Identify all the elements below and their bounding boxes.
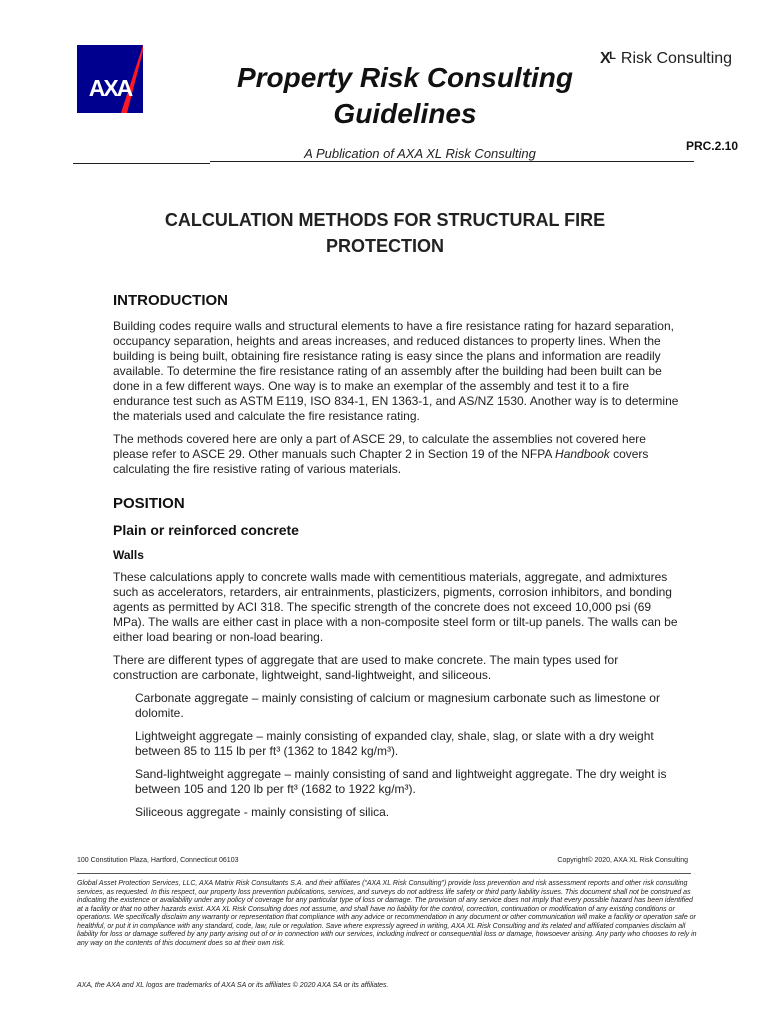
title-line-2: Guidelines [333,98,477,129]
document-body [113,292,679,828]
introduction-paragraph-1: Building codes require walls and structural elements to have a fire resistance rating for hazard separation, occupancy separation, heights and areas increases, and reduced distances to property lines. When the building is being built, obtaining fire resistance rating is easy since the plans and information are readily available. To determine the fire resistance rating of an assembly after the building had been built can be done in a few different ways. One way is to make an exemplar of the assembly and test it to a fire endurance test such as ASTM E119, ISO 834-1, EN 1363-1, and AS/NZ 1530. Another way is to determine the materials used and calculate the fire resistance rating. [113,319,679,423]
document-title-line-2: PROTECTION [325,236,444,256]
aggregate-item-carbonate: Carbonate aggregate – mainly consisting of calcium or magnesium carbonate such as limestone or dolomite. [135,691,660,720]
xl-brand-name: Risk Consulting [620,50,733,67]
introduction-p2-part-b: covers calculating the fire resistive rating of various materials. [113,447,649,476]
position-heading: POSITION [113,495,185,512]
walls-paragraph-2: There are different types of aggregate that are used to make concrete. The main types used for construction are carbonate, lightweight, sand-lightweight, and siliceous. [113,653,619,682]
concrete-subheading: Plain or reinforced concrete [113,522,299,538]
introduction-p2-part-a: The methods covered here are only a part of ASCE 29, to calculate the assemblies not covered here please refer to ASCE 29. Other manuals such Chapter 2 in Section 19 of the NFPA [113,432,646,461]
axa-logo [77,45,143,113]
page-title [150,60,660,132]
footer-rule [77,873,691,874]
header-rule-left [73,163,210,164]
footer-address: 100 Constitution Plaza, Hartford, Connecticut 06103 [77,857,239,864]
header-rule-right [210,161,694,162]
walls-heading: Walls [113,548,144,562]
footer-disclaimer: Global Asset Protection Services, LLC, AXA Matrix Risk Consultants S.A. and their affiliates (“AXA XL Risk Consulting”) provide loss prevention and risk assessment reports and other risk consulting services, as requested. In this respect, our property loss prevention publications, services, and surveys do not address life safety or third party liability issues. This document shall not be construed as indicating the existence or availability under any policy of coverage for any particular type of loss or damage. The provision of any service does not imply that every possible hazard has been identified at a facility or that no other hazards exist. AXA XL Risk Consulting does not assume, and shall have no liability for the control, correction, continuation or modification of any existing conditions or operations. We specifically disclaim any warranty or representation that compliance with any advice or recommendation in any document or other communication will make a facility or operation safe or healthful, or put it in compliance with any standard, code, law, rule or regulation. Save where expressly agreed in writing, AXA XL Risk Consulting and its related and affiliated companies disclaim all liability for loss or damage suffered by any party arising out of or in connection with our services, including indirect or consequential loss or damage, howsoever arising. Any party who chooses to rely in any way on the contents of this document does so at their own risk. [77,880,697,947]
document-number: PRC.2.10 [685,139,738,153]
footer-trademark: AXA, the AXA and XL logos are trademarks of AXA SA or its affiliates © 2020 AXA SA or its affiliates. [77,982,389,989]
walls-paragraph-1: These calculations apply to concrete walls made with cementitious materials, aggregate, and admixtures such as accelerators, retarders, air entrainments, plasticizers, pigments, corrosion inhibitors, and bonding agents as permitted by ACI 318. The specific strength of the concrete does not exceed 10,000 psi (69 MPa). The walls are either cast in place with a non-composite steel form or tilt-up panels. The walls can be either load bearing or non-load bearing. [113,570,678,644]
document-title [80,207,690,259]
handbook-reference: Handbook [555,447,610,461]
document-title-line-1: CALCULATION METHODS FOR STRUCTURAL FIRE [164,210,606,230]
aggregate-item-siliceous: Siliceous aggregate - mainly consisting of silica. [135,805,390,819]
axa-logo-text: AXA [88,75,132,101]
aggregate-item-sand-lightweight: Sand-lightweight aggregate – mainly consisting of sand and lightweight aggregate. The dry weight is between 105 and 120 lb per ft³ (1682 to 1922 kg/m³). [135,767,667,796]
publication-line: A Publication of AXA XL Risk Consulting [304,146,536,161]
introduction-paragraph-2 [113,432,679,477]
introduction-heading: INTRODUCTION [113,292,228,309]
title-line-1: Property Risk Consulting [236,62,574,93]
xl-risk-consulting-logo [600,50,732,68]
footer-copyright: Copyright© 2020, AXA XL Risk Consulting [557,857,688,864]
aggregate-item-lightweight: Lightweight aggregate – mainly consisting of expanded clay, shale, slag, or slate with a dry weight between 85 to 115 lb per ft³ (1362 to 1842 kg/m³). [135,729,654,758]
xl-logo-mark: Xᴸ [600,50,615,67]
